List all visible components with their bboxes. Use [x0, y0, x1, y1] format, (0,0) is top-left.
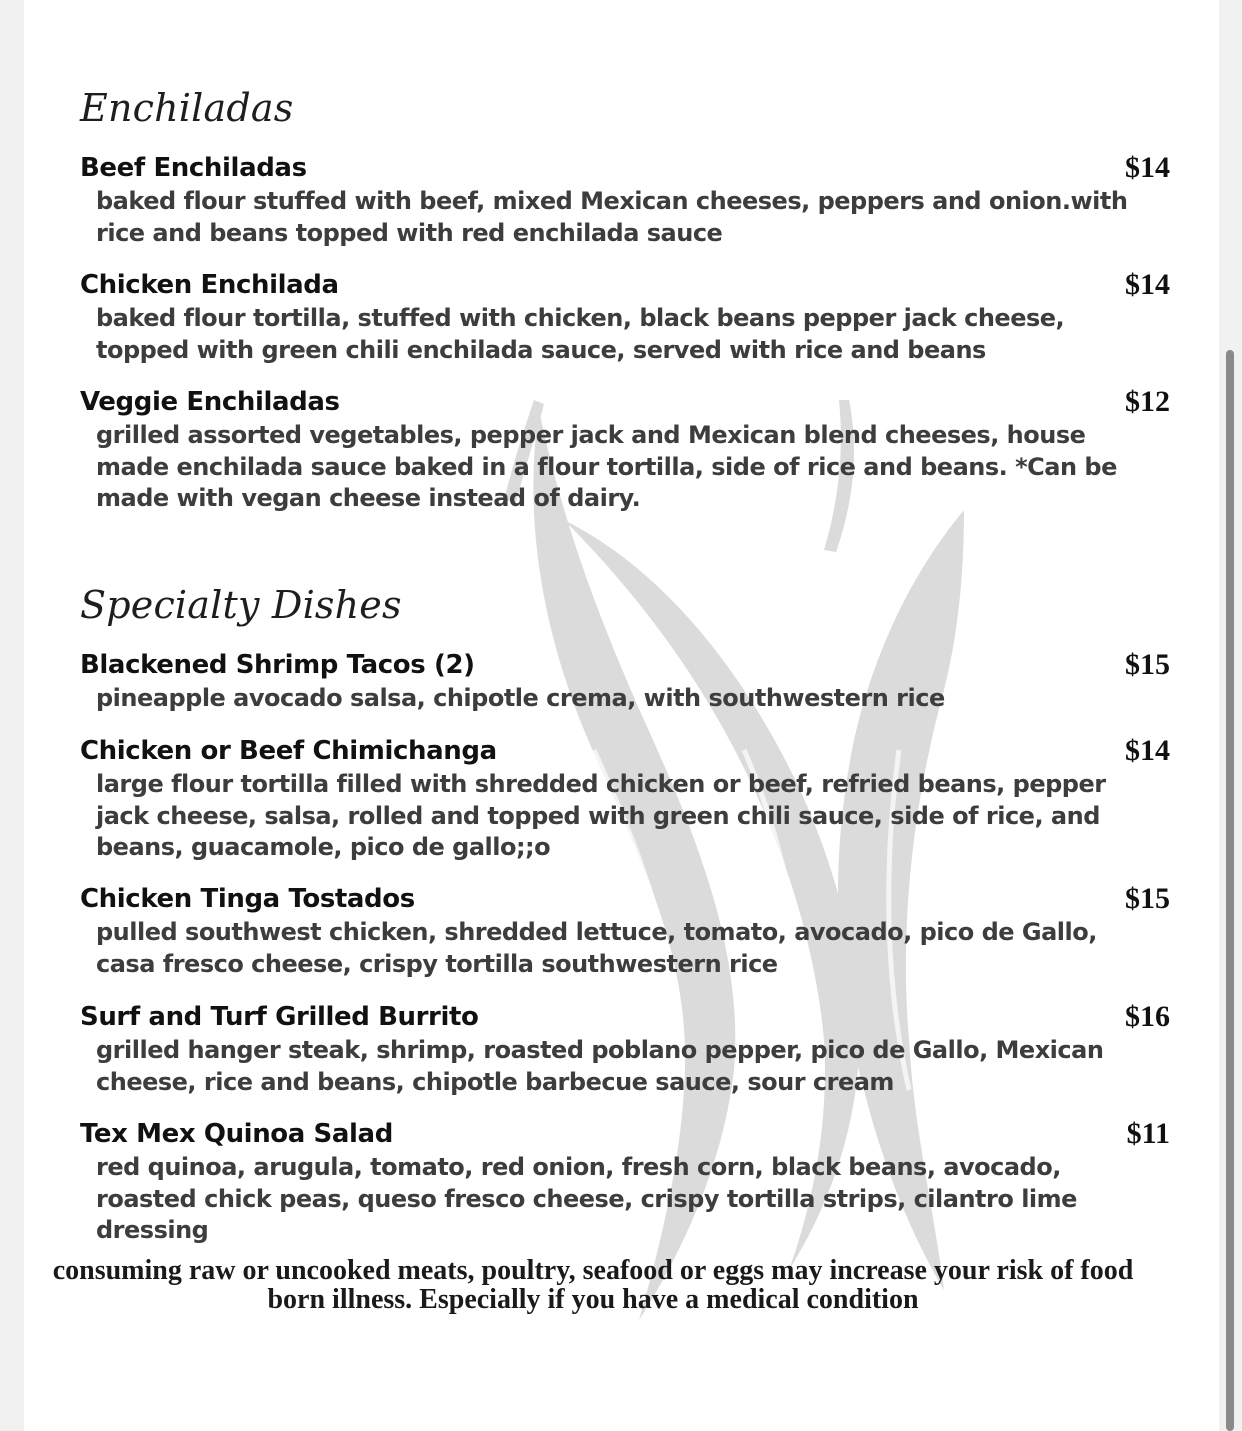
item-description: large flour tortilla filled with shredded chicken or beef, refried beans, pepper jack cheese, salsa, rolled and topped with green chili sauce, side of rice, and beans, guacamole, pico de gallo;;o	[96, 770, 1106, 861]
menu-item-chimichanga	[80, 735, 1170, 864]
item-description: baked flour tortilla, stuffed with chicken, black beans pepper jack cheese, topped with green chili enchilada sauce, served with rice and beans	[96, 304, 1065, 364]
item-name: Chicken Tinga Tostados	[80, 884, 415, 914]
menu-item-chicken-enchilada	[80, 269, 1170, 366]
menu-item-surf-and-turf-burrito	[80, 1001, 1170, 1098]
item-description: baked flour stuffed with beef, mixed Mexican cheeses, peppers and onion.with rice and beans topped with red enchilada sauce	[96, 187, 1128, 247]
menu-item-chicken-tinga-tostados	[80, 883, 1170, 980]
item-price: $14	[1125, 734, 1170, 767]
item-price: $14	[1125, 268, 1170, 301]
item-price: $12	[1125, 385, 1170, 418]
item-price: $11	[1126, 1117, 1170, 1150]
item-description: red quinoa, arugula, tomato, red onion, fresh corn, black beans, avocado, roasted chick peas, queso fresco cheese, crispy tortilla strips, cilantro lime dressing	[96, 1153, 1077, 1244]
section-title-specialty-dishes: Specialty Dishes	[80, 583, 402, 627]
item-name: Beef Enchiladas	[80, 153, 307, 183]
menu-item-veggie-enchiladas	[80, 386, 1170, 515]
item-description: pineapple avocado salsa, chipotle crema, with southwestern rice	[96, 684, 945, 712]
item-price: $15	[1125, 648, 1170, 681]
food-safety-disclaimer: consuming raw or uncooked meats, poultry, seafood or eggs may increase your risk of food born illness. Especially if you have a medical condition	[52, 1255, 1134, 1315]
menu-item-beef-enchiladas	[80, 152, 1170, 249]
item-name: Tex Mex Quinoa Salad	[80, 1119, 393, 1149]
item-name: Chicken Enchilada	[80, 270, 339, 300]
scrollbar-thumb[interactable]	[1226, 350, 1234, 1431]
section-title-enchiladas: Enchiladas	[80, 86, 294, 130]
item-price: $15	[1125, 882, 1170, 915]
item-name: Blackened Shrimp Tacos (2)	[80, 650, 475, 680]
item-description: grilled hanger steak, shrimp, roasted poblano pepper, pico de Gallo, Mexican cheese, rice and beans, chipotle barbecue sauce, sour cream	[96, 1036, 1104, 1096]
menu-item-tex-mex-quinoa-salad	[80, 1118, 1170, 1247]
item-description: grilled assorted vegetables, pepper jack and Mexican blend cheeses, house made enchilada sauce baked in a flour tortilla, side of rice and beans. *Can be made with vegan cheese instead of dairy.	[96, 421, 1117, 512]
item-name: Chicken or Beef Chimichanga	[80, 736, 497, 766]
item-price: $16	[1125, 1000, 1170, 1033]
item-description: pulled southwest chicken, shredded lettuce, tomato, avocado, pico de Gallo, casa fresco cheese, crispy tortilla southwestern rice	[96, 918, 1097, 978]
item-name: Veggie Enchiladas	[80, 387, 340, 417]
menu-item-blackened-shrimp-tacos	[80, 649, 1170, 715]
item-name: Surf and Turf Grilled Burrito	[80, 1002, 479, 1032]
menu-page	[24, 0, 1219, 1431]
item-price: $14	[1125, 151, 1170, 184]
